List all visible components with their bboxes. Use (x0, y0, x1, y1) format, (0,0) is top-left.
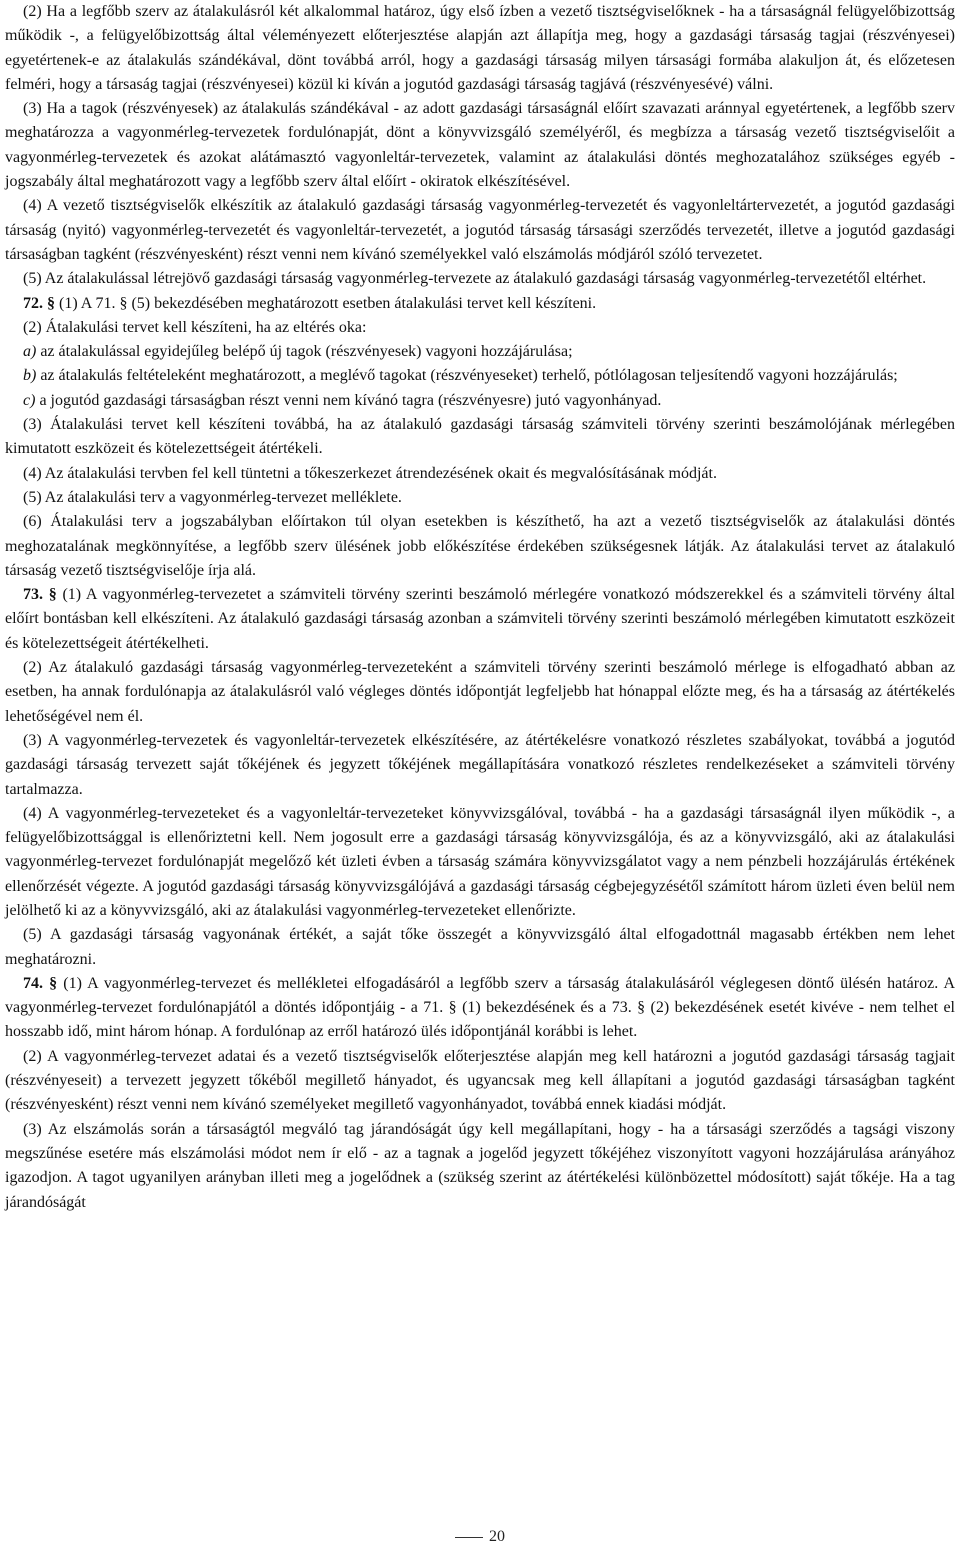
paragraph-text: (3) Ha a tagok (részvényesek) az átalakulás szándékával - az adott gazdasági társaságnál előírt szavazati aránnyal egyetértenek, a legfőbb szerv meghatározza a vagyonmérleg-tervezetek fordulónapját, dönt a könyvvizsgáló személyéről, és megbízza a társaság vezető tisztségviselőit a vagyonmérleg-tervezetek és azokat alátámasztó vagyonleltár-tervezetek, valamint az átalakulási döntés meghozatalához szükséges egyéb - jogszabály által meghatározott vagy a legfőbb szerv által előírt - okiratok elkészítésével. (5, 100, 955, 191)
page-number: 20 (489, 1528, 505, 1545)
paragraph-text: az átalakulás feltételeként meghatározott, a meglévő tagokat (részvényeseket) terhelő, pótlólagosan teljesítendő vagyoni hozzájárulás; (36, 367, 898, 385)
paragraph-text: (1) A vagyonmérleg-tervezet és mellékletei elfogadásáról a legfőbb szerv a társaság átalakulásáról véglegesen döntő ülésén határoz. A vagyonmérleg-tervezet fordulónapjától a döntés időpontjáig - a 71. § (1) bekezdésének és a 73. § (2) bekezdésének esetét kivéve - nem telhet el hosszabb idő, mint három hónap. A fordulónap az erről határozó ülés időpontjánál korábbi is lehet. (5, 974, 955, 1041)
point-label: c) (23, 391, 36, 409)
section-number: 72. (23, 294, 43, 312)
section-sign: § (47, 294, 55, 312)
paragraph-text: (5) Az átalakulással létrejövő gazdasági társaság vagyonmérleg-tervezete az átalakuló gazdasági társaság vagyonmérleg-tervezetétől eltérhet. (23, 270, 927, 288)
paragraph-text: (3) Átalakulási tervet kell készíteni továbbá, ha az átalakuló gazdasági társaság számviteli törvény szerinti beszámolójának mérlegében kimutatott eszközeit és kötelezettségeit átértékeli. (5, 416, 955, 458)
paragraph (5, 972, 955, 1045)
paragraph-text: (1) A 71. § (5) bekezdésében meghatározott esetben átalakulási tervet kell készíteni. (55, 294, 597, 312)
paragraph-text: az átalakulással egyidejűleg belépő új tagok (részvényesek) vagyoni hozzájárulása; (36, 343, 573, 361)
paragraph-text: (4) A vagyonmérleg-tervezeteket és a vagyonleltár-tervezeteket könyvvizsgálóval, továbbá - ha a gazdasági társaságnál ilyen működik -, a felügyelőbizottsággal is ellenőriztetni kell. Nem jogosult erre a gazdasági társaság könyvvizsgálója, és az a könyvvizsgáló, aki az átalakulási vagyonmérleg-tervezet fordulónapját megelőző két üzleti évben a társaság számára könyvvizsgálatot vagy a nem pénzbeli hozzájárulás értékének ellenőrzését végezte. A jogutód gazdasági társaság könyvvizsgálójává a gazdasági társaság cégbejegyzésétől számított három üzleti éven belül nem jelölhető ki az a könyvvizsgáló, aki az átalakulási vagyonmérleg-tervezeteket ellenőrizte. (5, 804, 955, 919)
paragraph-text: (2) Átalakulási tervet kell készíteni, ha az eltérés oka: (23, 318, 367, 336)
paragraph-text: (6) Átalakulási terv a jogszabályban előírtakon túl olyan esetekben is készíthető, ha azt a vezető tisztségviselők az átalakulási döntés meghozatalának megkönnyítése, a legfőbb szerv ülésének jobb előkészítése érdekében szükségesnek látják. Az átalakulási tervet az átalakuló társaság vezető tisztségviselője írja alá. (5, 513, 955, 579)
paragraph (5, 0, 955, 97)
paragraph (5, 486, 955, 510)
paragraph (5, 97, 955, 194)
paragraph-text: (3) A vagyonmérleg-tervezetek és vagyonleltár-tervezetek elkészítésére, az átértékelésre vonatkozó részletes szabályokat, továbbá a jogutód gazdasági társaság tervezett saját tőkéjének és jegyzett tőkéjének megállapítására vonatkozó részletes rendelkezéseket a számviteli törvény tartalmazza. (5, 731, 955, 798)
paragraph-text: (2) A vagyonmérleg-tervezet adatai és a vezető tisztségviselők előterjesztése alapján meg kell határozni a jogutód gazdasági társaság tagjait (részvényeseit) a tervezett jegyzett tőkéből megillető hányadot, és ugyancsak meg kell állapítani a jogutód gazdasági társaságban tagként (részvényesként) részt venni nem kívánó személyeket megillető vagyonhányadot, továbbá ennek kiadási módját. (5, 1047, 955, 1114)
paragraph-text: (2) Ha a legfőbb szerv az átalakulásról két alkalommal határoz, úgy első ízben a vezető tisztségviselőknek - ha a társaságnál felügyelőbizottság működik -, a felügyelőbizottság által véleményezett előterjesztése alapján azt állapítja meg, hogy a gazdasági társaság tagjai (részvényesei) egyetértenek-e az átalakulás szándékával, dönt továbbá arról, hogy a gazdasági társaság milyen társasági formába alakuljon át, és előzetesen felméri, hogy a társaság tagjai (részvényesei) közül ki kíván a jogutód gazdasági társaság tagjává (részvényesévé) válni. (5, 3, 955, 93)
paragraph (5, 1118, 955, 1215)
paragraph-text: (3) Az elszámolás során a társaságtól megváló tag járandóságát úgy kell megállapítani, hogy - ha a társasági szerződés a tagsági viszony megszűnése esetére más elszámolási módot nem ír elő - az a tagnak a jogelőd jegyzett tőkéjéhez viszonyított vagyoni hozzájárulása arányához igazodjon. A tagot ugyanilyen arányban illeti meg a jogelődnek a (szükség szerint az átértékelési különbözettel módosított) saját tőkéje. Ha a tag járandóságát (5, 1120, 955, 1211)
paragraph (5, 316, 955, 340)
paragraph (5, 267, 955, 291)
paragraph (5, 389, 955, 413)
paragraph (5, 583, 955, 656)
paragraph (5, 292, 955, 316)
paragraph (5, 194, 955, 267)
point-label: b) (23, 367, 37, 385)
paragraph-text: (5) Az átalakulási terv a vagyonmérleg-tervezet melléklete. (23, 488, 402, 506)
paragraph-text: (5) A gazdasági társaság vagyonának értékét, a saját tőke összegét a könyvvizsgáló által elfogadottnál magasabb értékben nem lehet meghatározni. (5, 926, 955, 968)
paragraph-text: (2) Az átalakuló gazdasági társaság vagyonmérleg-tervezeteként a számviteli törvény szerinti beszámoló mérlege is elfogadható abban az esetben, ha annak fordulónapja az átalakulásról való végleges döntés időpontját legfeljebb hat hónappal előzte meg, és ha a társaság az átértékelés lehetőségével nem él. (5, 659, 955, 725)
paragraph-text: (4) Az átalakulási tervben fel kell tüntetni a tőkeszerkezet átrendezésének okait és megvalósításának módját. (23, 464, 717, 482)
section-sign: § (48, 586, 57, 604)
section-number: 74. (23, 974, 43, 992)
paragraph (5, 413, 955, 462)
document-page (5, 0, 955, 1215)
paragraph (5, 923, 955, 972)
paragraph (5, 510, 955, 583)
paragraph (5, 340, 955, 364)
paragraph (5, 656, 955, 729)
section-sign: § (49, 974, 58, 992)
footer-rule (455, 1537, 483, 1538)
point-label: a) (23, 343, 37, 361)
section-number: 73. (23, 586, 43, 604)
paragraph-text: (1) A vagyonmérleg-tervezetet a számviteli törvény szerinti beszámoló mérlegére vonatkozó módszerekkel és a számviteli törvény által előírt bontásban kell elkészíteni. Az átalakuló gazdasági társaság azonban a számviteli törvény szerinti beszámoló mérlegében kimutatott eszközeit és kötelezettségeit átértékelheti. (5, 586, 955, 652)
paragraph (5, 1045, 955, 1118)
paragraph-text: (4) A vezető tisztségviselők elkészítik az átalakuló gazdasági társaság vagyonmérleg-tervezetét és vagyonleltártervezetét, a jogutód gazdasági társaság (nyitó) vagyonmérleg-tervezetét és vagyonleltár-tervezetét, a jogutód társaság társasági szerződés tervezetét, illetve a jogutód gazdasági társaságban tagként (részvényesként) részt venni nem kívánó személyekkel való elszámolás módjáról szóló tervezetet. (5, 197, 955, 263)
paragraph-text: a jogutód gazdasági társaságban részt venni nem kívánó tagra (részvényesre) jutó vagyonhányad. (35, 391, 662, 409)
paragraph (5, 729, 955, 802)
paragraph (5, 802, 955, 923)
page-footer (0, 1528, 960, 1546)
paragraph (5, 364, 955, 388)
paragraph (5, 462, 955, 486)
